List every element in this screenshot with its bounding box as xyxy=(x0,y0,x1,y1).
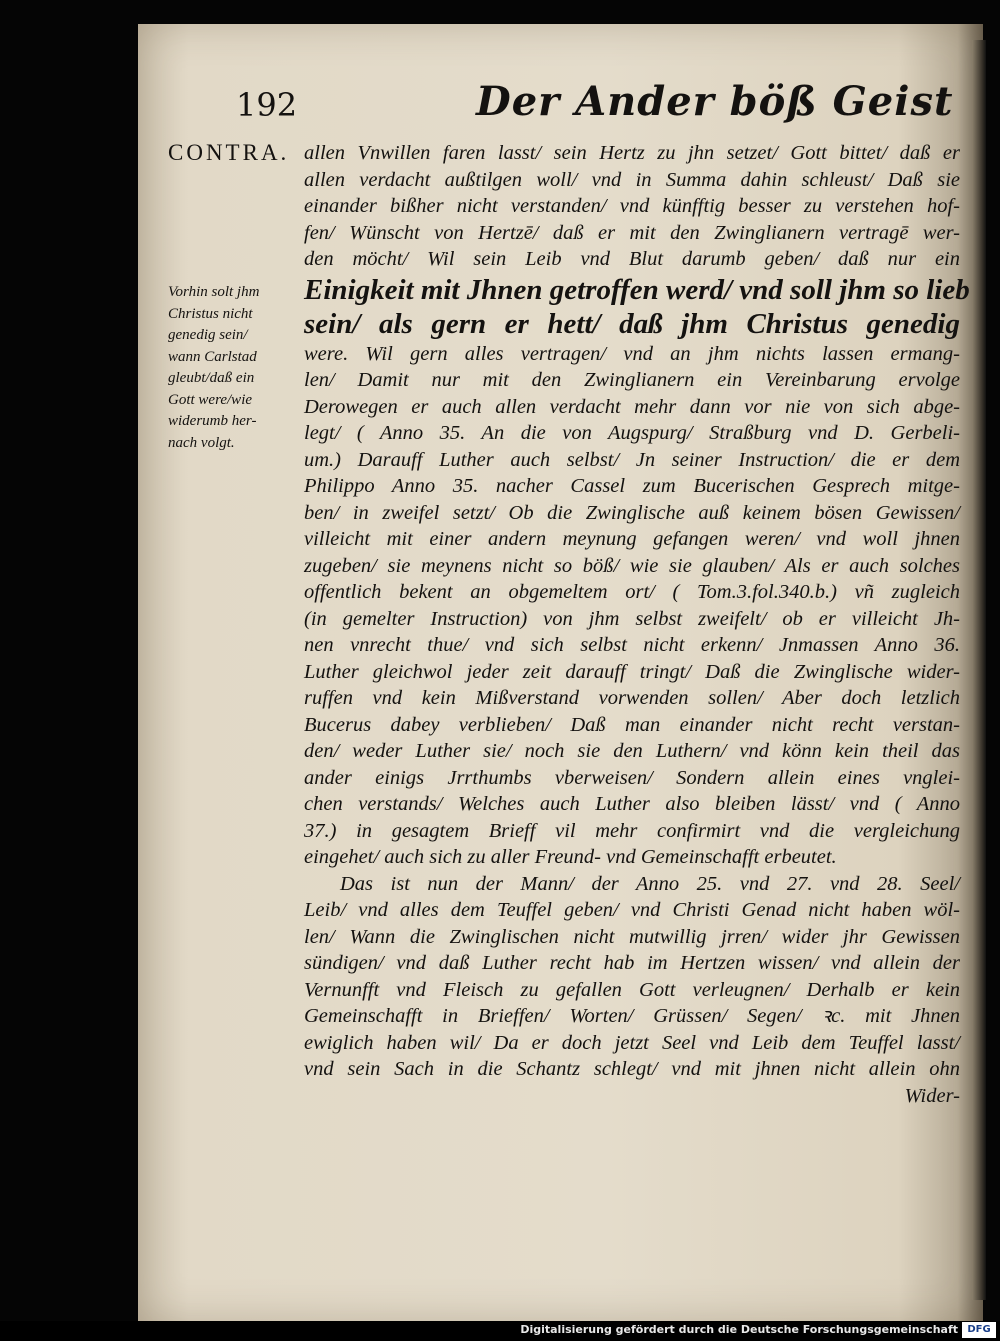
text-line: Vernunfft vnd Fleisch zu gefallen Gott verleugnen/ Derhalb er kein xyxy=(304,978,960,1001)
text-line: den/ weder Luther sie/ noch sie den Luthern/ vnd könn kein theil das xyxy=(304,740,960,762)
text-line: sein/ als gern er hett/ daß jhm Christus genedig xyxy=(304,307,960,340)
text-line: einander bißher nicht verstanden/ vnd künfftig besser zu verstehen hof- xyxy=(304,195,960,217)
marginal-note-line: nach volgt. xyxy=(168,434,235,451)
text-line: were. Wil gern alles vertragen/ vnd an jhm nichts lassen ermang- xyxy=(304,342,960,365)
marginal-note-line: wann Carlstad xyxy=(168,348,257,365)
text-line: um.) Darauff Luther auch selbst/ Jn seiner Instruction/ die er dem xyxy=(304,448,960,471)
text-line: Luther gleichwol jeder zeit darauff tringt/ Daß die Zwinglische wider- xyxy=(304,660,960,683)
text-line: Derowegen er auch allen verdacht mehr dann vor nie von sich abge- xyxy=(304,395,960,418)
text-line: ander einigs Jrrthumbs vberweisen/ Sondern allein eines vnglei- xyxy=(304,766,960,789)
text-line: (in gemelter Instruction) von jhm selbst zweifelt/ ob er villeicht Jh- xyxy=(304,607,960,630)
text-line: villeicht mit einer andern meynung gefangen weren/ vnd woll jhnen xyxy=(304,528,960,550)
text-line: eingehet/ auch sich zu aller Freund- vnd Gemeinschafft erbeutet. xyxy=(304,846,837,868)
body-text xyxy=(304,140,970,1109)
text-line: ruffen vnd kein Mißverstand vorwenden sollen/ Aber doch letzlich xyxy=(304,687,960,709)
text-line: chen verstands/ Welches auch Luther also bleiben lässt/ vnd ( Anno xyxy=(304,793,960,815)
text-line: allen verdacht außtilgen woll/ vnd in Summa dahin schleust/ Daß sie xyxy=(304,168,960,191)
marginal-note-line: gleubt/daß ein xyxy=(168,370,255,386)
text-line: ewiglich haben wil/ Da er doch jetzt Seel vnd Leib dem Teuffel lasst/ xyxy=(304,1031,960,1054)
text-line: Wider- xyxy=(904,1084,960,1107)
text-line: Philippo Anno 35. nacher Cassel zum Bucerischen Gesprech mitge- xyxy=(304,475,960,497)
marginal-note-line: Vorhin solt jhm xyxy=(168,284,260,300)
text-line: zugeben/ sie meynens nicht so böß/ wie sie glauben/ Als er auch solches xyxy=(304,554,960,577)
dfg-logo: DFG xyxy=(962,1322,996,1338)
marginal-note-line: Christus nicht xyxy=(168,305,253,322)
page-number: 192 xyxy=(236,86,298,124)
margin-label: CONTRA. xyxy=(168,140,290,165)
text-line: sündigen/ vnd daß Luther recht hab im Hertzen wissen/ vnd allein der xyxy=(304,952,960,974)
text-line: Bucerus dabey verblieben/ Daß man einander nicht recht verstan- xyxy=(304,713,960,736)
text-line: Leib/ vnd alles dem Teuffel geben/ vnd Christi Genad nicht haben wöl- xyxy=(304,899,960,921)
text-line: 37.) in gesagtem Brieff vil mehr confirmirt vnd die vergleichung xyxy=(304,819,960,842)
marginal-note xyxy=(168,282,296,454)
page-edge-shadow xyxy=(972,40,986,1300)
text-line: fen/ Wünscht von Hertzē/ daß er mit den Zwinglianern vertragē wer- xyxy=(304,221,960,244)
marginal-note-line: Gott were/wie xyxy=(168,391,253,408)
text-line: den möcht/ Wil sein Leib vnd Blut darumb geben/ daß nur ein xyxy=(304,248,960,270)
text-line: len/ Damit nur mit den Zwinglianern ein Vereinbarung ervolge xyxy=(304,369,960,391)
text-line: Das ist nun der Mann/ der Anno 25. vnd 27. vnd 28. Seel/ xyxy=(340,872,960,895)
text-line: len/ Wann die Zwinglischen nicht mutwillig jrren/ wider jhr Gewissen xyxy=(304,925,960,948)
marginal-note-line: widerumb her- xyxy=(168,413,257,429)
text-line: vnd sein Sach in die Schantz schlegt/ vnd mit jhnen nicht allein ohn xyxy=(304,1058,960,1080)
page-header xyxy=(236,78,954,128)
footer-credit: Digitalisierung gefördert durch die Deutsche Forschungsgemeinschaft xyxy=(520,1323,958,1336)
text-line: allen Vnwillen faren lasst/ sein Hertz zu jhn setzet/ Gott bittet/ daß er xyxy=(304,142,960,164)
text-line: ben/ in zweifel setzt/ Ob die Zwinglische auß keinem bösen Gewissen/ xyxy=(304,501,960,524)
marginal-note-line: genedig sein/ xyxy=(168,327,248,343)
text-line: Gemeinschafft in Brieffen/ Worten/ Grüssen/ Segen/ ꝛc. mit Jhnen xyxy=(304,1005,960,1027)
text-line: Einigkeit mit Jhnen getroffen werd/ vnd soll jhm so lieb xyxy=(304,273,970,306)
text-line: legt/ ( Anno 35. An die von Augspurg/ Straßburg vnd D. Gerbeli- xyxy=(304,422,960,444)
running-head: Der Ander böß Geist xyxy=(476,78,954,125)
text-line: nen vnrecht thue/ vnd sich selbst nicht erkenn/ Jnmassen Anno 36. xyxy=(304,634,960,656)
text-line: offentlich bekent an obgemeltem ort/ ( Tom.3.fol.340.b.) vñ zugleich xyxy=(304,581,960,603)
